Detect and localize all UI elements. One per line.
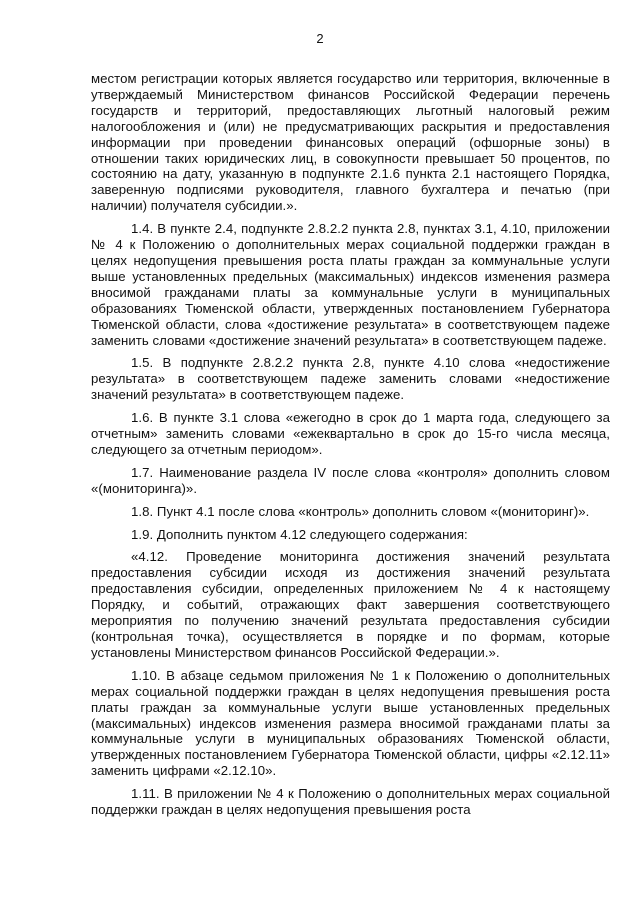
paragraph-1-11: 1.11. В приложении № 4 к Положению о дополнительных мерах социальной поддержки граждан в целях недопущения превышения роста [91,786,610,818]
paragraph-1-8: 1.8. Пункт 4.1 после слова «контроль» дополнить словом «(мониторинг)». [131,503,590,519]
paragraph-1-4: 1.4. В пункте 2.4, подпункте 2.8.2.2 пункта 2.8, пунктах 3.1, 4.10, приложении № 4 к Положению о дополнительных мерах социальной поддержки граждан в целях недопущения превышения роста платы граждан за коммунальные услуги выше установленных предельных (максимальных) индексов изменения размера вносимой гражданами платы за коммунальные услуги в муниципальных образованиях Тюменской области, утвержденных постановлением Губернатора Тюменской области, слова «достижение результата» в соответствующем падеже заменить словами «достижение значений результата» в соответствующем падеже. [91,221,610,348]
paragraph-1-9: 1.9. Дополнить пунктом 4.12 следующего содержания: [131,526,468,542]
paragraph-4-12-quote: «4.12. Проведение мониторинга достижения значений результата предоставления субсидии исходя из достижения значений результата предоставления субсидии, определенных приложением № 4 к настоящему Порядку, и событий, отражающих факт завершения соответствующего мероприятия по получению значений результата предоставления субсидии (контрольная точка), осуществляется в порядке и по формам, которые установлены Министерством финансов Российской Федерации.». [91,549,610,660]
document-body [91,71,610,825]
paragraph-1-7: 1.7. Наименование раздела IV после слова «контроля» дополнить словом «(мониторинга)». [91,464,610,496]
paragraph-1-5: 1.5. В подпункте 2.8.2.2 пункта 2.8, пункте 4.10 слова «недостижение результата» в соответствующем падеже заменить словами «недостижение значений результата» в соответствующем падеже. [91,355,610,403]
paragraph-1-6: 1.6. В пункте 3.1 слова «ежегодно в срок до 1 марта года, следующего за отчетным» заменить словами «ежеквартально в срок до 15-го числа месяца, следующего за отчетным периодом». [91,410,610,457]
page-number: 2 [316,31,324,46]
paragraph-1-10: 1.10. В абзаце седьмом приложения № 1 к Положению о дополнительных мерах социальной поддержки граждан в целях недопущения превышения роста платы граждан за коммунальные услуги выше установленных предельных (максимальных) индексов изменения размера вносимой гражданами платы за коммунальные услуги в муниципальных образованиях Тюменской области, утвержденных постановлением Губернатора Тюменской области, цифры «2.12.11» заменить цифрами «2.12.10». [91,667,610,779]
paragraph-continuation: местом регистрации которых является государство или территория, включенные в утверждаемый Министерством финансов Российской Федерации перечень государств и территорий, предоставляющих льготный налоговый режим налогообложения и (или) не предусматривающих раскрытия и предоставления информации при проведении финансовых операций (офшорные зоны) в отношении таких юридических лиц, в совокупности превышает 50 процентов, по состоянию на дату, указанную в подпункте 2.1.6 пункта 2.1 настоящего Порядка, заверенную подписями руководителя, главного бухгалтера и печатью (при наличии) получателя субсидии.». [91,71,610,214]
